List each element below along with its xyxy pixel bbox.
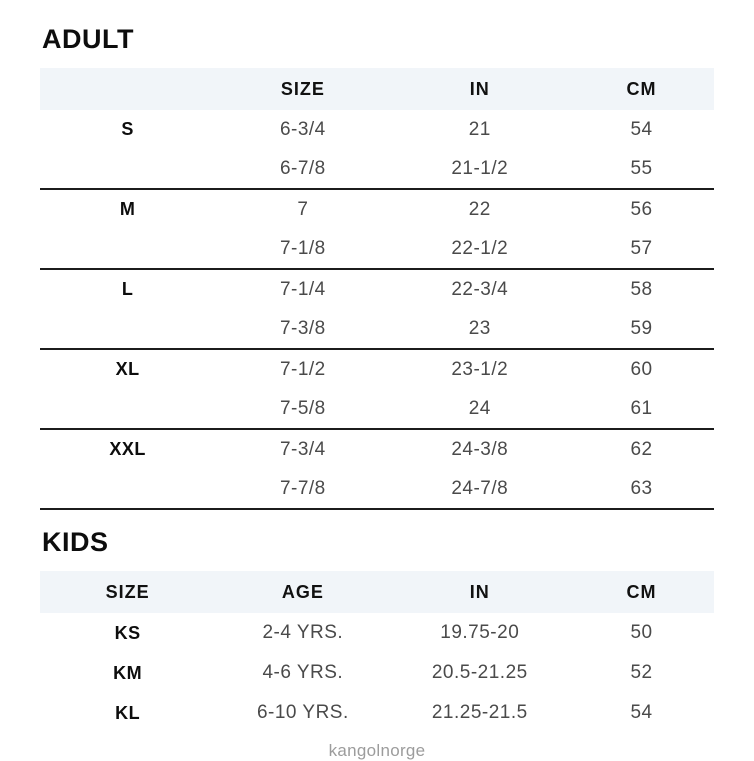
adult-title: ADULT (42, 24, 134, 54)
adult-column-header: CM (569, 68, 714, 110)
footer (40, 741, 714, 761)
adult-hat-size-cell: 7-7/8 (215, 469, 390, 509)
adult-hat-size-cell: 6-3/4 (279, 118, 326, 140)
adult-size-row (40, 110, 714, 149)
adult-size-row (40, 149, 714, 189)
kids-age-cell: 6-10 YRS. (256, 702, 349, 723)
adult-size-group-label: M (119, 199, 136, 219)
adult-inches-cell: 24-7/8 (390, 469, 569, 509)
adult-size-group-label (40, 469, 215, 509)
adult-column-header: SIZE (215, 68, 390, 110)
adult-hat-size-cell: 7-3/8 (215, 309, 390, 349)
adult-column-header: IN (390, 68, 569, 110)
adult-inches-cell: 21-1/2 (390, 149, 569, 189)
adult-hat-size-cell: 7 (297, 198, 309, 220)
kids-age-cell: 4-6 YRS. (262, 662, 344, 683)
adult-inches-cell: 24 (390, 389, 569, 429)
adult-size-table (40, 68, 714, 510)
adult-size-row (40, 469, 714, 509)
adult-hat-size-cell: 7-5/8 (215, 389, 390, 429)
adult-size-group-label (40, 149, 215, 189)
kids-size-label: KM (113, 662, 143, 683)
adult-hat-size-cell: 7-3/4 (279, 438, 326, 460)
kids-size-label: KS (114, 622, 141, 643)
kids-column-header: IN (390, 571, 569, 613)
adult-section (40, 24, 714, 510)
brand-watermark: kangolnorge (328, 741, 426, 760)
adult-table-body (40, 110, 714, 509)
kids-size-row (40, 693, 714, 733)
adult-inches-cell: 23-1/2 (451, 358, 509, 380)
kids-header-row (40, 571, 714, 613)
adult-size-group-label (40, 389, 215, 429)
adult-cm-cell: 63 (569, 469, 714, 509)
adult-cm-cell: 57 (569, 229, 714, 269)
kids-title: KIDS (42, 527, 109, 557)
kids-section (40, 527, 714, 733)
adult-size-row (40, 189, 714, 229)
adult-size-group-label: XL (115, 359, 140, 379)
adult-hat-size-cell: 6-7/8 (215, 149, 390, 189)
adult-cm-cell: 59 (569, 309, 714, 349)
adult-size-group-label: S (121, 119, 134, 139)
adult-size-group-label (40, 309, 215, 349)
adult-size-row (40, 429, 714, 469)
adult-cm-cell: 54 (630, 118, 653, 140)
adult-inches-cell: 24-3/8 (451, 438, 509, 460)
adult-cm-cell: 58 (630, 278, 653, 300)
adult-inches-cell: 23 (390, 309, 569, 349)
adult-size-row (40, 349, 714, 389)
adult-column-header (40, 68, 215, 110)
kids-size-label: KL (115, 702, 141, 723)
adult-hat-size-cell: 7-1/2 (279, 358, 326, 380)
kids-column-header: AGE (215, 571, 390, 613)
adult-inches-cell: 22-3/4 (451, 278, 509, 300)
kids-column-header: SIZE (40, 571, 215, 613)
adult-cm-cell: 60 (630, 358, 653, 380)
kids-cm-cell: 50 (630, 622, 653, 643)
kids-size-row (40, 653, 714, 693)
adult-header-row (40, 68, 714, 110)
adult-size-group-label: L (121, 279, 134, 299)
kids-size-table (40, 571, 714, 733)
adult-table-header (40, 68, 714, 110)
adult-size-row (40, 309, 714, 349)
kids-inches-cell: 19.75-20 (440, 622, 520, 643)
adult-cm-cell: 56 (630, 198, 653, 220)
adult-cm-cell: 55 (569, 149, 714, 189)
kids-table-header (40, 571, 714, 613)
adult-size-row (40, 389, 714, 429)
adult-inches-cell: 22 (468, 198, 491, 220)
kids-size-row (40, 613, 714, 653)
kids-table-body (40, 613, 714, 733)
adult-inches-cell: 22-1/2 (390, 229, 569, 269)
adult-hat-size-cell: 7-1/4 (279, 278, 326, 300)
adult-inches-cell: 21 (468, 118, 491, 140)
adult-cm-cell: 61 (569, 389, 714, 429)
kids-cm-cell: 54 (630, 702, 653, 723)
adult-size-row (40, 269, 714, 309)
adult-hat-size-cell: 7-1/8 (215, 229, 390, 269)
kids-inches-cell: 20.5-21.25 (431, 662, 528, 683)
adult-cm-cell: 62 (630, 438, 653, 460)
kids-age-cell: 2-4 YRS. (262, 622, 344, 643)
adult-size-group-label: XXL (109, 439, 146, 459)
kids-column-header: CM (569, 571, 714, 613)
adult-size-group-label (40, 229, 215, 269)
kids-inches-cell: 21.25-21.5 (431, 702, 528, 723)
kids-cm-cell: 52 (630, 662, 653, 683)
adult-size-row (40, 229, 714, 269)
